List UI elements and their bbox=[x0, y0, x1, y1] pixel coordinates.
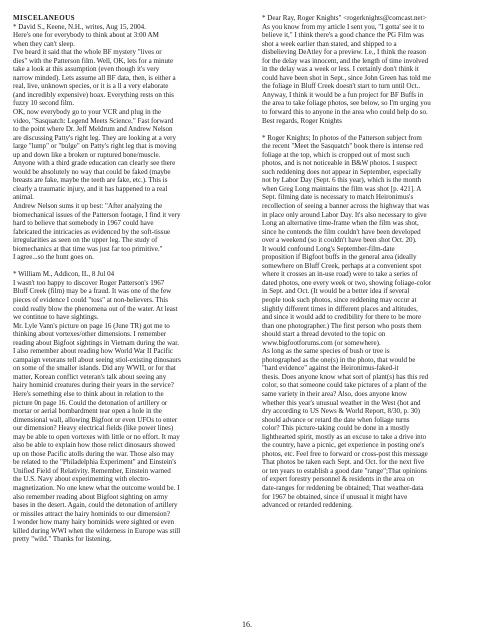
paragraph-gap bbox=[13, 262, 235, 271]
letter-david-s: * David S., Keene, N.H., writes, Aug 15, 2004. Here's one for everybody to think about at 3:00 AM when they can't sleep. I've heard it said that the whole BF mystery "lives or dies" with the Patterson film. Well, OK, lets for a minute take a look at this assumption (even though it's very narrow minded). Lets assume all BF data, then, is either a real, live, unknown species, or it is a ll a very elaborate (and incredibly expensive) hoax. Everything rests on this fuzzy 10 second film. OK, now everybody go to your VCR and plug in the video, "Sasquatch: Legend Meets Science." Fast forward to the point where Dr. Jeff Meldrum and Andrew Nelson are discussing Patty's right leg. They are looking at a very large "lump" or "bulge" on Patty's right leg that is moving up and down like a broken or ruptured bone/muscle. Anyone with a third grade education can clearly see there would be absolutely no way that could be faked (maybe breasts are fake, maybe the teeth are fake, etc.). This is clearly a traumatic injury, and it has happened to a real animal. Andrew Nelson sums it up best: "After analyzing the biomechanical issues of the Patterson footage, I find it very hard to believe that somebody in 1967 could have fabricated the intricacies as evidenced by the soft-tissue irregularities as seen on the upper leg. The study of biomechanics at that time was just far too primitive." I agree...so the hunt goes on. bbox=[13, 22, 181, 262]
letter-roger-knights-photos: * Roger Knights; In photos of the Patterson subject from the recent "Meet the Sasquatch" book there is intense red foliage at the top, which is cropped out of most such photos, and is not noticeable in B&W photos. I suspect such reddening does not appear in September, especially not by Labor Day (Sept. 6 this year), which is the month when Greg Long maintains the film was shot [p. 421]. A Sept. filming date is necessary to match Heironimus's recollection of seeing a banner across the highway that was in place only around Labor Day. It's also necessary to give Long an alternative time-frame when the film was shot, since he contends the film couldn't have been developed over a weekend (so it couldn't have been shot Oct. 20). It would confound Long's September-film-date proposition if Bigfoot buffs in the general area (ideally somewhere on Bluff Creek, perhaps at a convenient spot where it crosses an in-use road) were to take a series of dated photos, one every week or two, showing foliage-color in Sept. and Oct. (It would be a better idea if several people took such photos, since reddening may occur at slightly different times in different places and altitudes, and since it would add to credibility for there to be more than one photographer.) The first person who posts them should start a thread devoted to the topic on www.bigfootforums.com (or somewhere). As long as the same species of bush or tree is photographed as the one(s) in the photo, that would be "hard evidence" against the Heironimus-faked-it thesis. Does anyone know what sort of plant(s) has this red color, so that someone could take pictures of a plant of the same variety in their area? Also, does anyone know whether this year's unusual weather in the West (hot and dry according to US News & World Report, 8/30, p. 30) should advance or retard the date when foliage turns color? This picture-taking could be done in a mostly lighthearted spirit, mostly as an excuse to take a drive into the country, have a picnic, get experience in posting one's photos, etc. Feel free to forward or cross-post this message That photos be taken each Sept. and Oct. for the next five or ten years to establish a good date "range";That opinions of expert forestry personnel & residents in the area on date-ranges for reddening be obtained; That weather-data for 1967 be obtained, since if unusual it might have advanced or retarded reddening. bbox=[262, 133, 432, 510]
letter-roger-knights-email: * Dear Ray, Roger Knights" <rogerknights@comcast.net> As you know from my article I sent you, "I gotta' see it to believe it," I think there's a good chance the PG Film was shot a week earlier than stated, and shipped to a disbelieving DeAtley for a preview. I.e., I think the reason for the delay was innocent, and the length of time involved in the delay was a week or less. I certainly don't think it could have been shot in Sept., since John Green has told me the foliage in Bluff Creek doesn't start to turn until Oct.. Anyway, I think it would be a fun project for BF Buffs in the area to take foliage photos, see below, so I'm urging you to forward this to anyone in the area who could help do so. Best regards, Roger Knights bbox=[262, 14, 431, 125]
left-column bbox=[13, 14, 235, 544]
section-heading: MISCELANEOUS bbox=[13, 14, 75, 22]
page-number: 16. bbox=[242, 620, 252, 629]
paragraph-gap bbox=[262, 125, 484, 134]
right-column bbox=[262, 14, 484, 510]
letter-william-m: * William M., Addicon, IL, 8 Jul 04 I wasn't too happy to discover Roger Patterson's 1967 Bluff Creek (film) may be a fraud. It was one of the few pieces of evidence I could "toss" at non-believers. This could really blow the phenomena out of the water. At least we continue to have sightings. Mr. Lyle Vann's picture on page 16 (June TR) got me to thinking about vortexes/other dimensions. I remember reading about Bigfoot sightings in Vietnam during the war. I also remember about reading how World War II Pacific campaign veterans tell about seeing stiol-existing dinosaurs on some of the smaller islands. Did any WWII, or for that matter, Korean conflict veteran's talk about seeing any hairy hominid creatures during their years in the service? Here's something else to think about in relation to the picture 0n page 16. Could the detonation of artillery or mortar or aerial bombardment tear open a hole in the dimensional wall, allowing Bigfoot or even UFOs to enter our dimension? Heavy electrical fields (like power lines) may be able to open vortexes with little or no effort. It may also be able to explain how those relict dinosaurs showed up on those Pacific atolls during the war. Those also may be related to the "Philadelphia Experiment" and Einstein's Unified Field of Relativity. Remember, Einstein warned the U.S. Navy about experimenting with electro- magnetization. No one knew what the outcome would be. I also remember reading about Bigfoot sighting on army bases in the desert. Again, could the detonation of artillery or missiles attract the hairy hominids to our dimension? I wonder how many hairy hominids were sighted or even killed during WWI when the wilderness in Europe was still pretty "wild." Thanks for listening. bbox=[13, 270, 181, 544]
